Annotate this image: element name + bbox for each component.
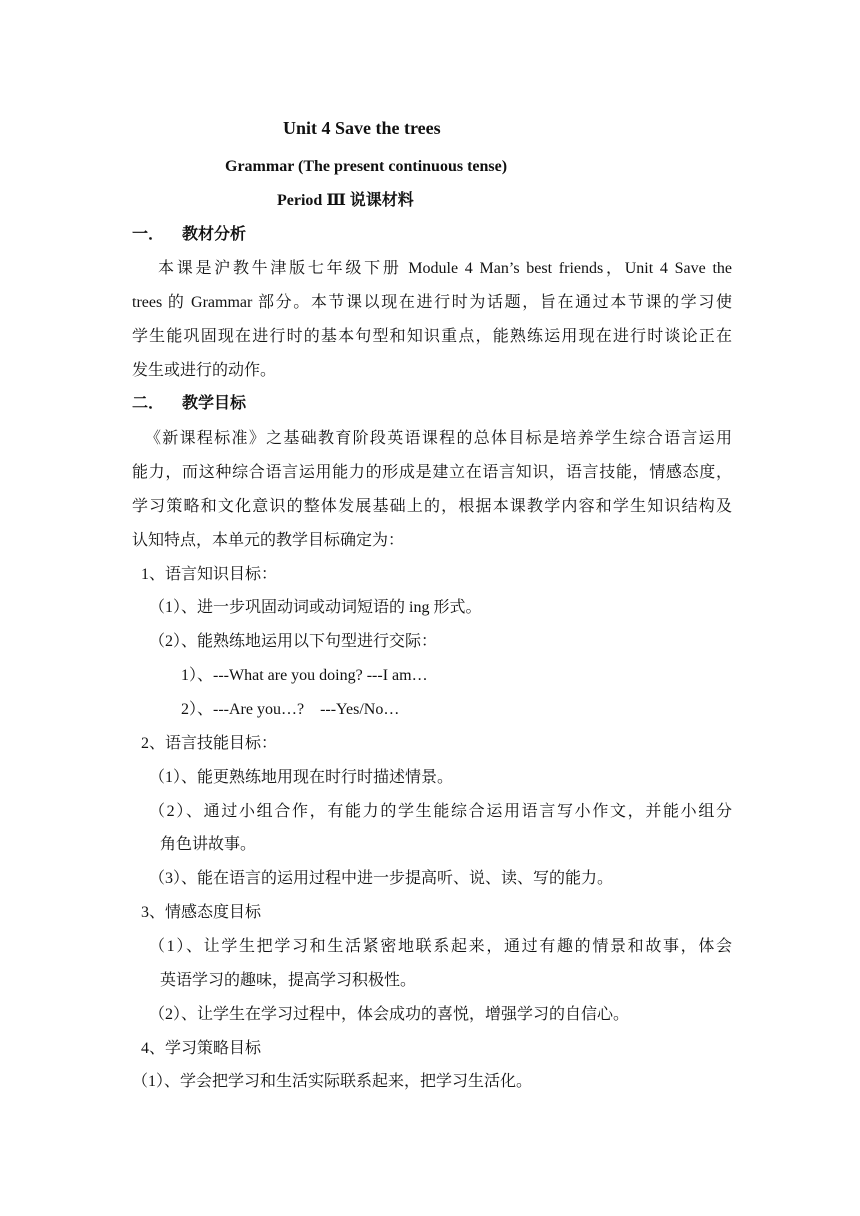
section-1-paragraph-line: 发生或进行的动作。	[132, 362, 277, 379]
goal-2-item-continued: 角色讲故事。	[160, 836, 257, 853]
document-title: Unit 4 Save the trees	[283, 118, 441, 138]
section-2-paragraph-line: 认知特点，本单元的教学目标确定为：	[132, 532, 405, 549]
goal-3-item-continued: 英语学习的趣味，提高学习积极性。	[160, 972, 417, 989]
goal-2-item: （1）、能更熟练地用现在时行时描述情景。	[149, 769, 454, 786]
section-1-paragraph-line: 学生能巩固现在进行时的基本句型和知识重点，能熟练运用现在进行时谈论正在	[132, 328, 732, 345]
goal-1-title: 1、语言知识目标：	[141, 566, 278, 583]
goal-3-title: 3、情感态度目标	[141, 904, 262, 921]
section-2-number: 二．	[132, 395, 165, 412]
section-2-paragraph-line: 能力，而这种综合语言运用能力的形成是建立在语言知识，语言技能，情感态度，	[132, 464, 732, 481]
document-subtitle: Grammar (The present continuous tense)	[225, 158, 508, 175]
goal-3-item: （2）、让学生在学习过程中，体会成功的喜悦，增强学习的自信心。	[149, 1006, 630, 1023]
section-1-number: 一．	[132, 226, 165, 243]
section-2-paragraph-line: 学习策略和文化意识的整体发展基础上的，根据本课教学内容和学生知识结构及	[132, 498, 732, 515]
goal-1-sentence-pattern: 1）、---What are you doing? ---I am…	[181, 667, 428, 684]
goal-1-item: （1）、进一步巩固动词或动词短语的 ing 形式。	[149, 599, 482, 616]
goal-1-sentence-pattern: 2）、---Are you…? ---Yes/No…	[181, 701, 400, 718]
goal-2-item: （3）、能在语言的运用过程中进一步提高听、说、读、写的能力。	[149, 870, 614, 887]
goal-3-item: （1）、让学生把学习和生活紧密地联系起来，通过有趣的情景和故事，体会	[149, 938, 732, 955]
period-label: Period Ⅲ 说课材料	[277, 192, 414, 209]
goal-2-item: （2）、通过小组合作，有能力的学生能综合运用语言写小作文，并能小组分	[149, 803, 732, 820]
goal-4-title: 4、学习策略目标	[141, 1040, 262, 1057]
section-2-heading: 教学目标	[182, 395, 247, 412]
goal-1-item: （2）、能熟练地运用以下句型进行交际：	[149, 633, 438, 650]
section-2-paragraph-line: 《新课程标准》之基础教育阶段英语课程的总体目标是培养学生综合语言运用	[145, 430, 732, 447]
section-1-heading: 教材分析	[182, 226, 247, 243]
section-1-paragraph-line: trees 的 Grammar 部分。本节课以现在进行时为话题，旨在通过本节课的学习使	[132, 294, 732, 311]
section-1-paragraph-line: 本课是沪教牛津版七年级下册 Module 4 Man’s best friends，Unit 4 Save the	[158, 260, 732, 277]
goal-2-title: 2、语言技能目标：	[141, 735, 278, 752]
goal-4-item: （1）、学会把学习和生活实际联系起来，把学习生活化。	[132, 1073, 533, 1090]
